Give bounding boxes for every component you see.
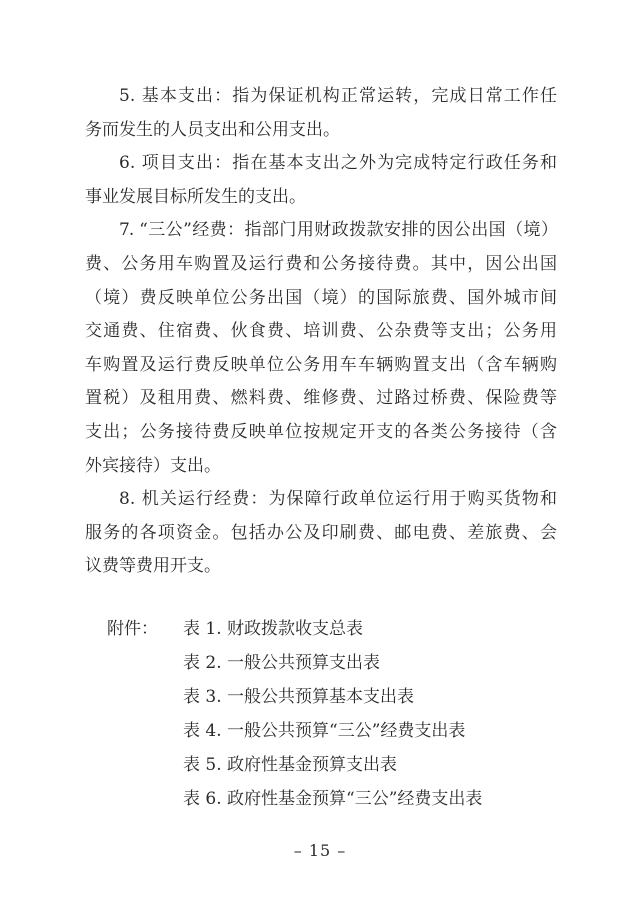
paragraph-line: 8. 机关运行经费：为保障行政单位运行用于购买货物和 bbox=[119, 489, 557, 510]
attachment-row bbox=[85, 612, 557, 646]
attachment-row bbox=[85, 782, 557, 816]
paragraph-line: 车购置及运行费反映单位公务用车车辆购置支出（含车辆购 bbox=[85, 354, 557, 375]
attachment-row bbox=[85, 748, 557, 782]
paragraph-line: 服务的各项资金。包括办公及印刷费、邮电费、差旅费、会 bbox=[85, 522, 557, 543]
attachment-item: 表 2. 一般公共预算支出表 bbox=[183, 652, 381, 673]
paragraph-line: 7. “三公”经费：指部门用财政拨款安排的因公出国（境） bbox=[119, 220, 557, 241]
paragraph-line: （境）费反映单位公务出国（境）的国际旅费、国外城市间 bbox=[85, 287, 557, 308]
paragraph-line: 议费等费用开支。 bbox=[85, 556, 221, 577]
attachment-item: 表 6. 政府性基金预算“三公”经费支出表 bbox=[183, 788, 483, 809]
paragraph-line: 6. 项目支出：指在基本支出之外为完成特定行政任务和 bbox=[119, 153, 557, 174]
paragraph-line: 务而发生的人员支出和公用支出。 bbox=[85, 119, 340, 140]
attachment-row bbox=[85, 680, 557, 714]
attachment-item: 表 1. 财政拨款收支总表 bbox=[183, 618, 364, 639]
paragraph-line: 5. 基本支出：指为保证机构正常运转，完成日常工作任 bbox=[119, 86, 557, 106]
attachment-row bbox=[85, 714, 557, 748]
document-body bbox=[85, 80, 557, 816]
attachment-item: 表 4. 一般公共预算“三公”经费支出表 bbox=[183, 720, 466, 741]
paragraph-line: 事业发展目标所发生的支出。 bbox=[85, 186, 306, 207]
paragraph-line: 外宾接待）支出。 bbox=[85, 455, 221, 476]
attachment-item: 表 3. 一般公共预算基本支出表 bbox=[183, 686, 415, 707]
attachment-item: 表 5. 政府性基金预算支出表 bbox=[183, 754, 398, 775]
attachment-row bbox=[85, 646, 557, 680]
paragraph-line: 支出；公务接待费反映单位按规定开支的各类公务接待（含 bbox=[85, 421, 557, 442]
attachment-list bbox=[85, 612, 557, 816]
paragraph-line: 置税）及租用费、燃料费、维修费、过路过桥费、保险费等 bbox=[85, 388, 557, 409]
paragraph-line: 费、公务用车购置及运行费和公务接待费。其中，因公出国 bbox=[85, 253, 557, 274]
paragraph-line: 交通费、住宿费、伙食费、培训费、公杂费等支出；公务用 bbox=[85, 321, 557, 342]
page-number: – 15 – bbox=[293, 841, 347, 860]
attachment-label: 附件： bbox=[107, 618, 158, 639]
